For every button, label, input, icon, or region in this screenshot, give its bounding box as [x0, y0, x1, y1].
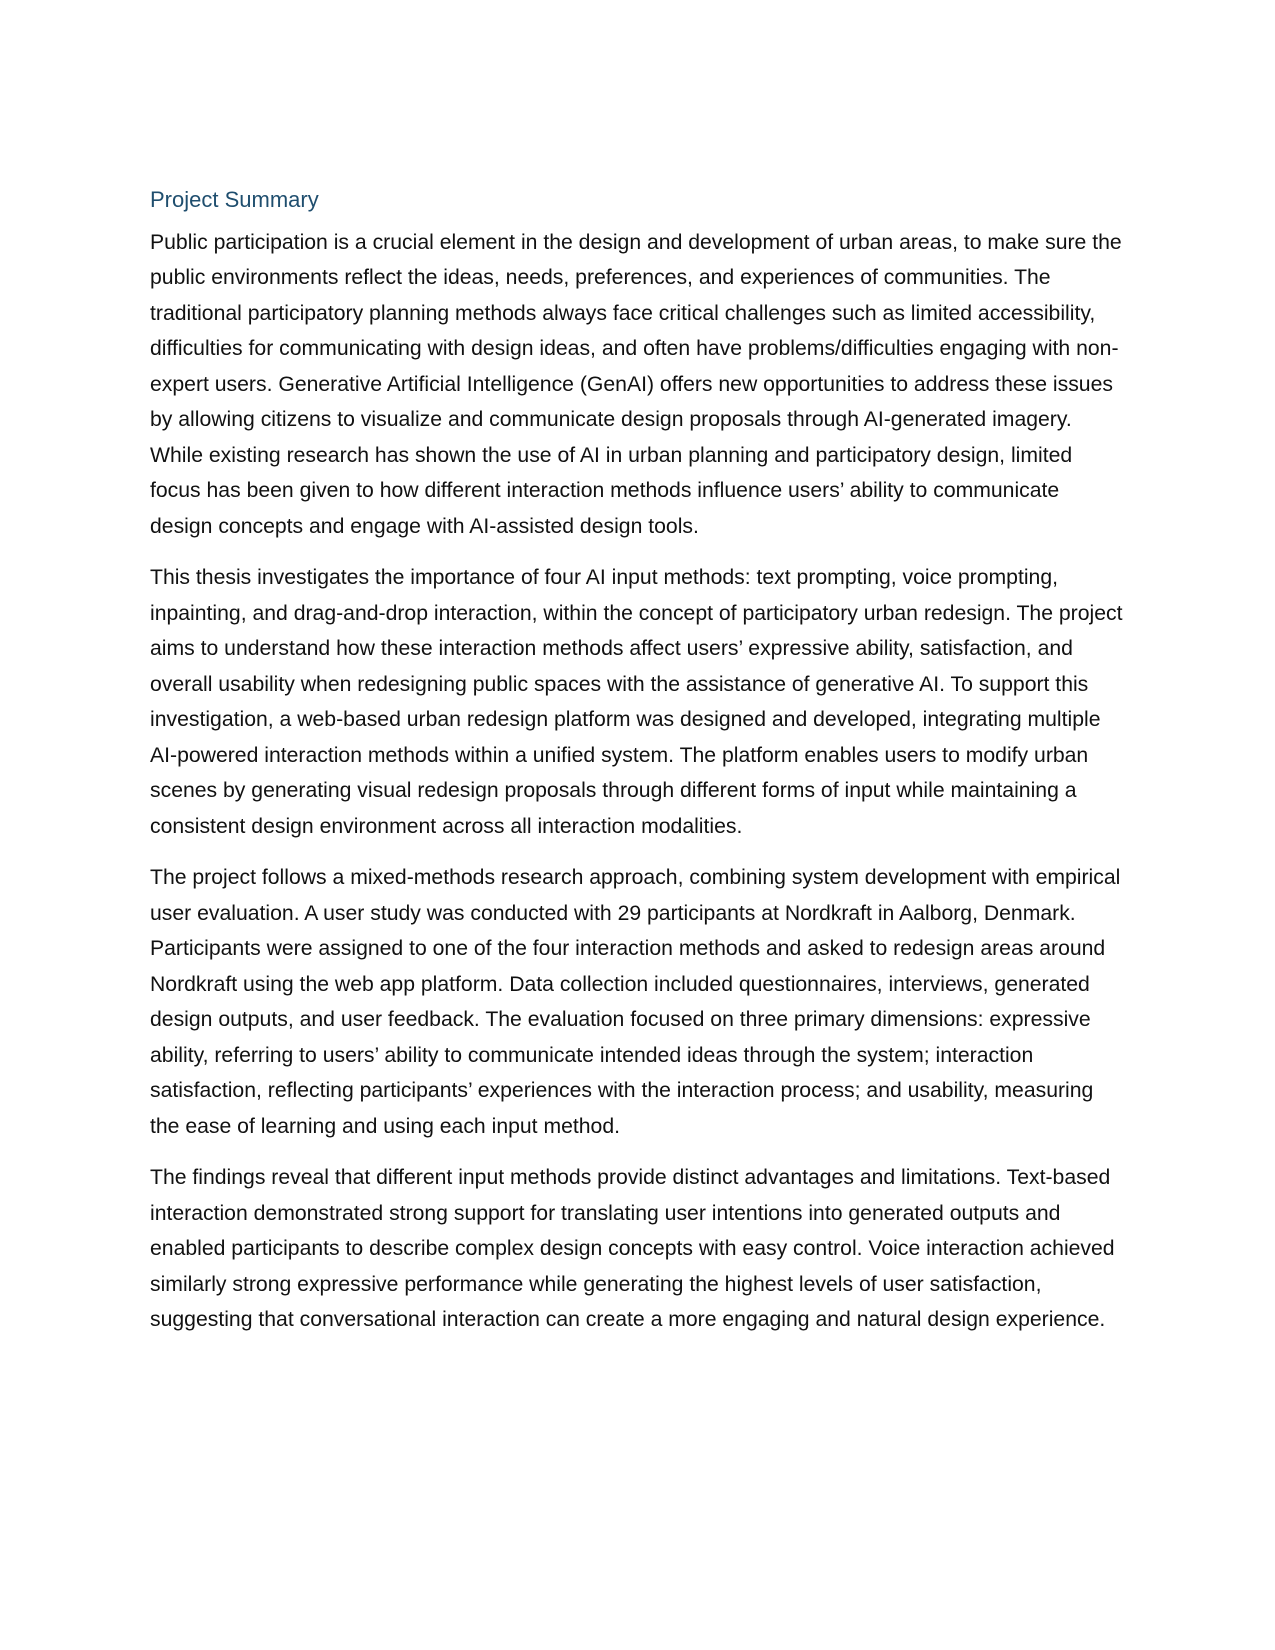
document-body — [150, 186, 1125, 1354]
paragraph-4: The findings reveal that different input methods provide distinct advantages and limitations. Text-based interaction demonstrated strong support for translating user intentions into generated outputs and enabled participants to describe complex design concepts with easy control. Voice interaction achieved similarly strong expressive performance while generating the highest levels of user satisfaction, suggesting that conversational interaction can create a more engaging and natural design experience. — [150, 1166, 1115, 1332]
paragraph-3: The project follows a mixed-methods research approach, combining system development with empirical user evaluation. A user study was conducted with 29 participants at Nordkraft in Aalborg, Denmark. Participants were assigned to one of the four interaction methods and asked to redesign areas around Nordkraft using the web app platform. Data collection included questionnaires, interviews, generated design outputs, and user feedback. The evaluation focused on three primary dimensions: expressive ability, referring to users’ ability to communicate intended ideas through the system; interaction satisfaction, reflecting participants’ experiences with the interaction process; and usability, measuring the ease of learning and using each input method. — [150, 866, 1121, 1138]
paragraph-1: Public participation is a crucial element in the design and development of urban areas, to make sure the public environments reflect the ideas, needs, preferences, and experiences of communities. The traditional participatory planning methods always face critical challenges such as limited accessibility, difficulties for communicating with design ideas, and often have problems/difficulties engaging with non-expert users. Generative Artificial Intelligence (GenAI) offers new opportunities to address these issues by allowing citizens to visualize and communicate design proposals through AI-generated imagery. While existing research has shown the use of AI in urban planning and participatory design, limited focus has been given to how different interaction methods influence users’ ability to communicate design concepts and engage with AI-assisted design tools. — [150, 230, 1122, 538]
section-heading: Project Summary — [150, 187, 319, 212]
paragraph-2: This thesis investigates the importance of four AI input methods: text prompting, voice prompting, inpainting, and drag-and-drop interaction, within the concept of participatory urban redesign. The project aims to understand how these interaction methods affect users’ expressive ability, satisfaction, and overall usability when redesigning public spaces with the assistance of generative AI. To support this investigation, a web-based urban redesign platform was designed and developed, integrating multiple AI-powered interaction methods within a unified system. The platform enables users to modify urban scenes by generating visual redesign proposals through different forms of input while maintaining a consistent design environment across all interaction modalities. — [150, 566, 1123, 838]
